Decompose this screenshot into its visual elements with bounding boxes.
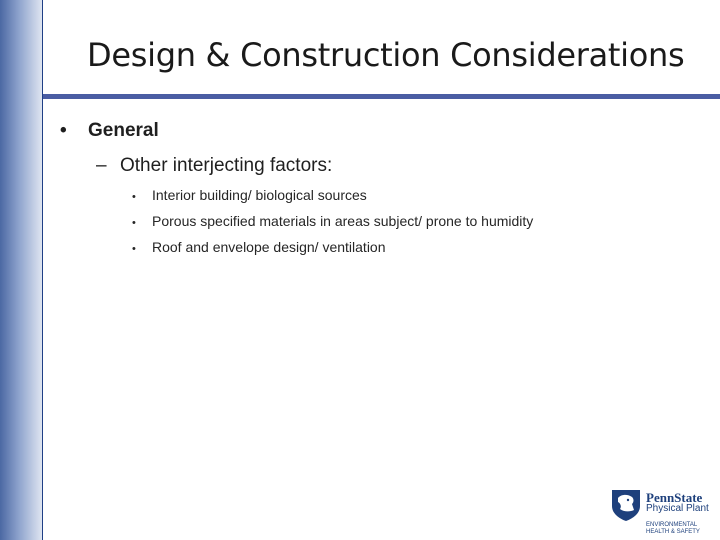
logo-subtitle-line: HEALTH & SAFETY (646, 529, 700, 535)
bullet-level1 (60, 120, 159, 142)
bullet-level1-text: General (88, 120, 159, 141)
bullet-level2-text: Other interjecting factors: (120, 155, 333, 176)
bullet-level3-item (132, 187, 367, 203)
bullet-level2 (96, 155, 332, 177)
bullet-level3-item (132, 213, 533, 229)
logo-unit: Physical Plant (646, 503, 709, 514)
bullet-level3-text: Interior building/ biological sources (152, 187, 367, 203)
bullet-marker: • (132, 217, 136, 229)
left-accent-bar (0, 0, 43, 540)
slide-title: Design & Construction Considerations (87, 36, 685, 74)
logo-name: PennState (646, 490, 703, 505)
title-underline (43, 94, 720, 99)
pennstate-logo (610, 488, 720, 540)
bullet-marker: • (132, 243, 136, 255)
bullet-level3-text: Roof and envelope design/ ventilation (152, 239, 386, 255)
bullet-level3-text: Porous specified materials in areas subject/ prone to humidity (152, 213, 534, 229)
bullet-marker: • (132, 191, 136, 203)
bullet-marker: • (60, 120, 67, 141)
nittany-lion-shield-icon (610, 488, 642, 522)
logo-subtitle (646, 522, 720, 536)
bullet-level3-item (132, 239, 386, 255)
dash-marker: – (96, 155, 107, 176)
logo-subtitle-line: ENVIRONMENTAL (646, 522, 698, 528)
